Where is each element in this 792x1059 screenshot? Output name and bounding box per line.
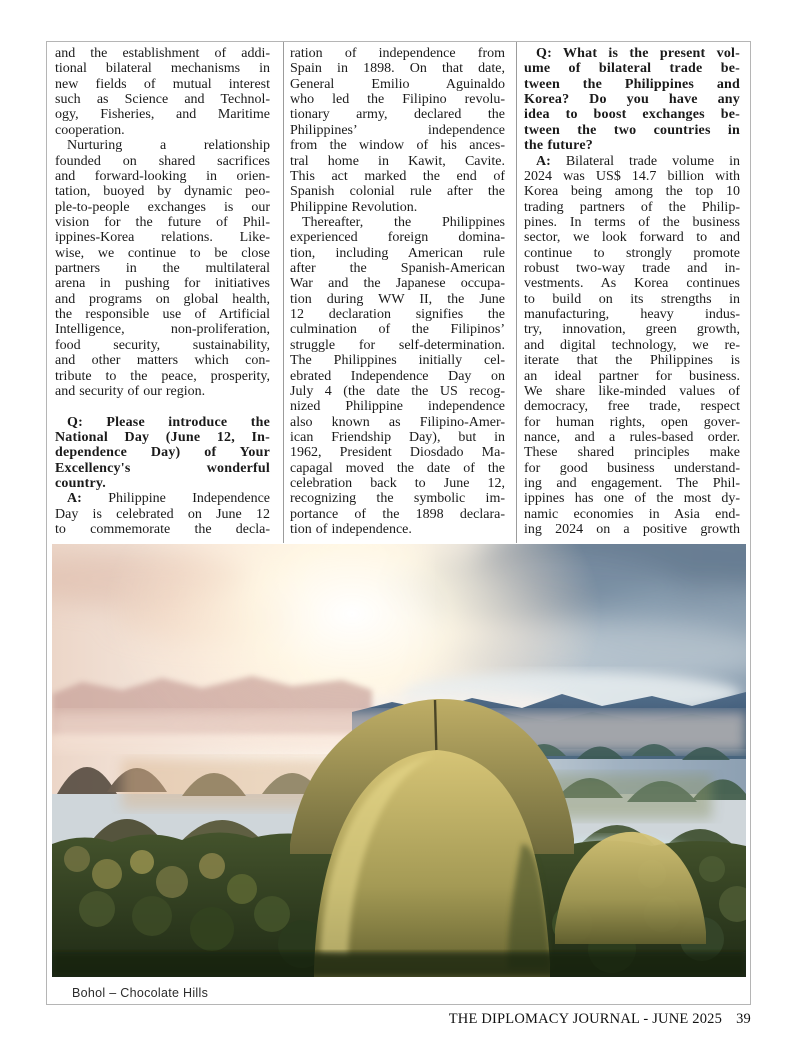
- text-line: manufacturing, heavy indus-: [524, 307, 740, 323]
- text-line: This act marked the end of: [290, 168, 505, 184]
- text-line: ing 2024 on a positive growth: [524, 522, 740, 538]
- text-line: War and the Japanese occupa-: [290, 276, 505, 292]
- text-line: wise, we continue to be close: [55, 245, 270, 261]
- text-line: and digital technology, we re-: [524, 337, 740, 353]
- text-line: nance, and a rules-based order.: [524, 429, 740, 445]
- page-footer: [46, 1011, 751, 1028]
- text-line: 2024 was US$ 14.7 billion with: [524, 168, 740, 184]
- text-line: portance of the 1898 declara-: [290, 506, 505, 522]
- text-line: ebrated Independence Day on: [290, 368, 505, 384]
- text-line: July 4 (the date the US recog-: [290, 383, 505, 399]
- text-line: 12 declaration signifies the: [290, 307, 505, 323]
- text-line: nized Philippine independence: [290, 399, 505, 415]
- text-line: such as Science and Technol-: [55, 92, 270, 108]
- text-line: continue to strongly promote: [524, 245, 740, 261]
- text-line: These shared principles make: [524, 445, 740, 461]
- text-line: Korea being among the top 10: [524, 184, 740, 200]
- text-line: celebration back to June 12,: [290, 476, 505, 492]
- text-line: from the window of his ances-: [290, 138, 505, 154]
- text-line: Thereafter, the Philippines: [302, 214, 505, 230]
- text-line: iterate that the Philippines is: [524, 353, 740, 369]
- text-line: to commemorate the decla-: [55, 522, 270, 538]
- text-line: and the establishment of addi-: [55, 46, 270, 61]
- page-number: 39: [736, 1011, 751, 1027]
- text-line: to build on its strengths in: [524, 291, 740, 307]
- text-line: Spanish colonial rule after the: [290, 184, 505, 200]
- text-line: tribute to the peace, prosperity,: [55, 368, 270, 384]
- text-line: after the Spanish-American: [290, 261, 505, 277]
- text-line: robust two-way trade and in-: [524, 261, 740, 277]
- text-line: Philippines’ independence: [290, 122, 505, 138]
- text-line: food security, sustainability,: [55, 337, 270, 353]
- text-line: pines. In terms of the business: [524, 214, 740, 230]
- column-divider: [283, 42, 284, 543]
- text-line: dependence Day) of Your: [55, 445, 270, 461]
- text-line: and security of our region.: [55, 383, 206, 399]
- text-line: Philippine Revolution.: [290, 199, 418, 215]
- text-line: Korea? Do you have any: [524, 92, 740, 108]
- text-line: and forward-looking in orien-: [55, 168, 270, 184]
- text-line: the future?: [524, 138, 593, 154]
- text-line: ippines-Korea relations. Like-: [55, 230, 270, 246]
- text-line: arena in pushing for initiatives: [55, 276, 270, 292]
- text-line: 1962, President Diosdado Ma-: [290, 445, 505, 461]
- text-line: who led the Filipino revolu-: [290, 92, 505, 108]
- text-column-3: [524, 46, 740, 538]
- text-line: tral home in Kawit, Cavite.: [290, 153, 505, 169]
- text-line: partners in the multilateral: [55, 261, 270, 277]
- text-line: experienced foreign domina-: [290, 230, 505, 246]
- text-line: the responsible use of Artificial: [55, 307, 270, 323]
- text-line: for good business understand-: [524, 460, 740, 476]
- text-line: tion of independence.: [290, 522, 412, 538]
- text-line: capagal moved the date of the: [290, 460, 505, 476]
- text-line: vision for the future of Phil-: [55, 214, 270, 230]
- text-line: Day is celebrated on June 12: [55, 506, 270, 522]
- text-line: tween the Philippines and: [524, 76, 740, 92]
- text-line: General Emilio Aguinaldo: [290, 76, 505, 92]
- paragraph-gap: [55, 399, 270, 414]
- text-line: Spain in 1898. On that date,: [290, 61, 505, 77]
- text-line: ple-to-people exchanges is our: [55, 199, 270, 215]
- text-line: ume of bilateral trade be-: [524, 61, 740, 77]
- text-line: an ideal partner for business.: [524, 368, 740, 384]
- text-line: tween the two countries in: [524, 122, 740, 138]
- text-line: ogy, Fisheries, and Maritime: [55, 107, 270, 123]
- text-line: country.: [55, 476, 106, 492]
- text-line: founded on shared sacrifices: [55, 153, 270, 169]
- text-line: and other matters which con-: [55, 353, 270, 369]
- text-column-2: [290, 46, 505, 538]
- text-line: trading partners of the Philip-: [524, 199, 740, 215]
- text-line: ippines has one of the most dy-: [524, 491, 740, 507]
- text-line: tional bilateral mechanisms in: [55, 61, 270, 77]
- text-line: new fields of mutual interest: [55, 76, 270, 92]
- column-divider: [516, 42, 517, 543]
- text-line: ing and engagement. The Phil-: [524, 476, 740, 492]
- photo-chocolate-hills: [52, 544, 746, 977]
- text-line: ration of independence from: [290, 46, 505, 61]
- text-line: struggle for self-determination.: [290, 337, 505, 353]
- text-line: Excellency's wonderful: [55, 460, 270, 476]
- text-line: cooperation.: [55, 122, 125, 138]
- journal-title: THE DIPLOMACY JOURNAL - JUNE 2025: [448, 1011, 723, 1027]
- text-line: tion, including American rule: [290, 245, 505, 261]
- text-column-1: [55, 46, 270, 538]
- text-line: democracy, free trade, respect: [524, 399, 740, 415]
- text-line: tion during WW II, the June: [290, 291, 505, 307]
- text-line: tation, buoyed by dynamic peo-: [55, 184, 270, 200]
- text-line: Nurturing a relationship: [67, 138, 270, 154]
- text-line: The Philippines initially cel-: [290, 353, 505, 369]
- text-line: namic economies in Asia end-: [524, 506, 740, 522]
- text-line: recognizing the symbolic im-: [290, 491, 505, 507]
- text-line: vestments. As Korea continues: [524, 276, 740, 292]
- text-line: for human rights, open gover-: [524, 414, 740, 430]
- text-line: Q: What is the present vol-: [536, 46, 740, 61]
- text-line: A: Philippine Independence: [67, 491, 270, 507]
- text-line: Q: Please introduce the: [67, 414, 270, 430]
- text-line: idea to boost exchanges be-: [524, 107, 740, 123]
- text-line: and programs on global health,: [55, 291, 270, 307]
- text-line: also known as Filipino-Amer-: [290, 414, 505, 430]
- photo-caption: Bohol – Chocolate Hills: [72, 986, 209, 1000]
- text-line: sector, we look forward to and: [524, 230, 740, 246]
- text-line: Intelligence, non-proliferation,: [55, 322, 270, 338]
- text-line: A: Bilateral trade volume in: [536, 153, 740, 169]
- text-line: culmination of the Filipinos’: [290, 322, 505, 338]
- text-line: We share like-minded values of: [524, 383, 740, 399]
- text-line: ican Friendship Day), but in: [290, 429, 505, 445]
- text-line: tionary army, declared the: [290, 107, 505, 123]
- page-content-frame: [46, 41, 751, 1005]
- text-line: National Day (June 12, In-: [55, 429, 270, 445]
- text-line: try, innovation, green growth,: [524, 322, 740, 338]
